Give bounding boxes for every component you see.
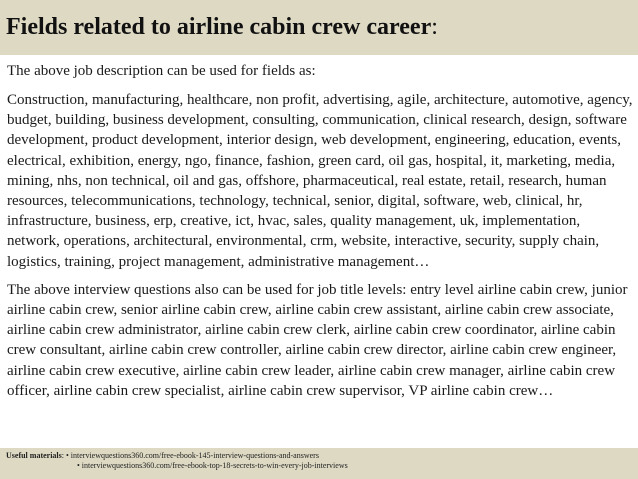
job-levels-paragraph: The above interview questions also can be used for job title levels: entry level airline cabin crew, junior airline cabin crew, senior airline cabin crew, airline cabin crew assistant, airline cabin crew associate, airline cabin crew administrator, airline cabin crew clerk, airline cabin crew coordinator, airline cabin crew consultant, airline cabin crew controller, airline cabin crew director, airline cabin crew engineer, airline cabin crew executive, airline cabin crew leader, airline cabin crew manager, airline cabin crew officer, airline cabin crew specialist, airline cabin crew supervisor, VP airline cabin crew…: [7, 281, 628, 399]
slide-body: [7, 61, 635, 409]
footer-link-2[interactable]: • interviewquestions360.com/free-ebook-top-18-secrets-to-win-every-job-interviews: [77, 461, 348, 470]
footer-line-2: [6, 461, 638, 471]
fields-paragraph: Construction, manufacturing, healthcare, non profit, advertising, agile, architecture, automotive, agency, budget, building, business development, consulting, communication, clinical research, design, software development, product development, interior design, web development, engineering, education, events, electrical, exhibition, energy, ngo, finance, fashion, green card, oil gas, hospital, it, marketing, media, mining, nhs, non technical, oil and gas, offshore, pharmaceutical, real estate, retail, research, human resources, telecommunications, technology, technical, senior, digital, software, web, clinical, hr, infrastructure, business, erp, creative, ict, hvac, sales, quality management, uk, implementation, network, operations, architectural, environmental, crm, website, interactive, security, supply chain, logistics, training, project management, administrative management…: [7, 92, 633, 270]
footer-link-1[interactable]: • interviewquestions360.com/free-ebook-145-interview-questions-and-answers: [66, 451, 319, 460]
footer-banner: [0, 448, 638, 479]
slide-title-colon: :: [431, 14, 438, 40]
title-banner: [0, 0, 638, 55]
useful-materials-label: Useful materials: [6, 451, 62, 460]
intro-text: The above job description can be used for fields as:: [7, 63, 316, 79]
useful-materials-separator: :: [61, 451, 66, 460]
slide-title: Fields related to airline cabin crew career: [6, 14, 432, 40]
footer-line-1: [6, 451, 638, 461]
